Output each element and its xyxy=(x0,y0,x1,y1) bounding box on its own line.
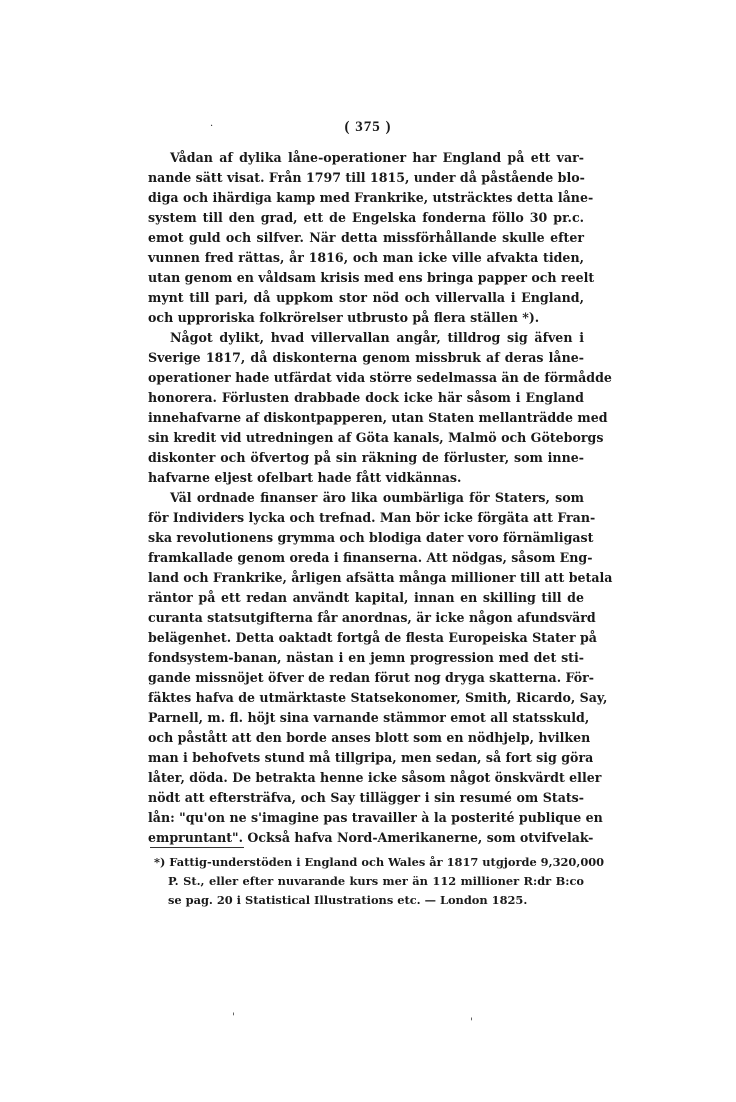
text-line: honorera. Förlusten drabbade dock icke här såsom i England xyxy=(148,390,584,405)
text-line: sin kredit vid utredningen af Göta kanals, Malmö och Göteborgs xyxy=(148,430,604,445)
text-line: system till den grad, ett de Engelska fonderna föllo 30 pr.c. xyxy=(148,210,584,225)
text-line: mynt till pari, då uppkom stor nöd och villervalla i England, xyxy=(148,290,584,305)
text-line: gande missnöjet öfver de redan förut nog dryga skatterna. För- xyxy=(148,670,594,685)
footnote xyxy=(154,853,605,910)
text-line: diskonter och öfvertog på sin räkning de förluster, som inne- xyxy=(148,450,584,465)
text-line: nande sätt visat. Från 1797 till 1815, under då påstående blo- xyxy=(148,170,585,185)
text-line: och påstått att den borde anses blott som en nödhjelp, hvilken xyxy=(148,730,591,745)
text-line: Något dylikt, hvad villervallan angår, tilldrog sig äfven i xyxy=(170,330,584,345)
text-line: vunnen fred rättas, år 1816, och man icke ville afvakta tiden, xyxy=(148,250,584,265)
text-line: belägenhet. Detta oaktadt fortgå de flesta Europeiska Stater på xyxy=(148,630,597,645)
text-line: låter, döda. De betrakta henne icke såsom något önskvärdt eller xyxy=(148,770,602,785)
text-line: och upproriska folkrörelser utbrusto på flera ställen *). xyxy=(148,310,540,325)
text-line: Sverige 1817, då diskonterna genom missbruk af deras låne- xyxy=(148,350,584,365)
text-line: fondsystem-banan, nästan i en jemn progression med det sti- xyxy=(148,650,584,665)
text-line: Vådan af dylika låne-operationer har England på ett var- xyxy=(170,150,584,165)
text-line: lån: "qu'on ne s'imagine pas travailler à la posterité publique en xyxy=(148,810,603,825)
text-line: operationer hade utfärdat vida större sedelmassa än de förmådde xyxy=(148,370,612,385)
page-number: ( 375 ) xyxy=(344,119,392,135)
text-line: empruntant". Också hafva Nord-Amerikanerne, som otvifvelak- xyxy=(148,830,594,845)
speck-mark: ' xyxy=(232,1012,235,1023)
text-line: utan genom en våldsam krisis med ens bringa papper och reelt xyxy=(148,270,595,285)
text-line: för Individers lycka och trefnad. Man bör icke förgäta att Fran- xyxy=(148,510,596,525)
text-line: framkallade genom oreda i finanserna. Att nödgas, såsom Eng- xyxy=(148,550,593,565)
text-line: land och Frankrike, årligen afsätta många millioner till att betala xyxy=(148,570,613,585)
text-line: Parnell, m. fl. höjt sina varnande stämmor emot all statsskuld, xyxy=(148,710,590,725)
footnote-rule xyxy=(150,847,244,848)
footnote-line: *) Fattig-understöden i England och Wales år 1817 utgjorde 9,320,000 xyxy=(154,855,605,869)
footnote-line: P. St., eller efter nuvarande kurs mer än 112 millioner R:dr B:co xyxy=(168,874,584,888)
text-line: nödt att eftersträfva, och Say tillägger i sin resumé om Stats- xyxy=(148,790,584,805)
text-line: Väl ordnade finanser äro lika oumbärliga för Staters, som xyxy=(170,490,584,505)
speck-mark: ' xyxy=(470,1017,473,1028)
text-line: hafvarne eljest ofelbart hade fått vidkännas. xyxy=(148,470,462,485)
text-line: man i behofvets stund må tillgripa, men sedan, så fort sig göra xyxy=(148,750,594,765)
text-line: diga och ihärdiga kamp med Frankrike, utsträcktes detta låne- xyxy=(148,190,594,205)
text-line: curanta statsutgifterna får anordnas, är icke någon afundsvärd xyxy=(148,610,596,625)
text-line: emot guld och silfver. När detta missförhållande skulle efter xyxy=(148,230,584,245)
text-line: ska revolutionens grymma och blodiga dater voro förnämligast xyxy=(148,530,594,545)
main-text xyxy=(148,148,613,848)
text-line: räntor på ett redan användt kapital, innan en skilling till de xyxy=(148,590,584,605)
speck-mark: · xyxy=(210,121,214,132)
footnote-line: se pag. 20 i Statistical Illustrations etc. — London 1825. xyxy=(168,893,528,907)
text-line: innehafvarne af diskontpapperen, utan Staten mellanträdde med xyxy=(148,410,608,425)
text-line: fäktes hafva de utmärktaste Statsekonomer, Smith, Ricardo, Say, xyxy=(148,690,608,705)
